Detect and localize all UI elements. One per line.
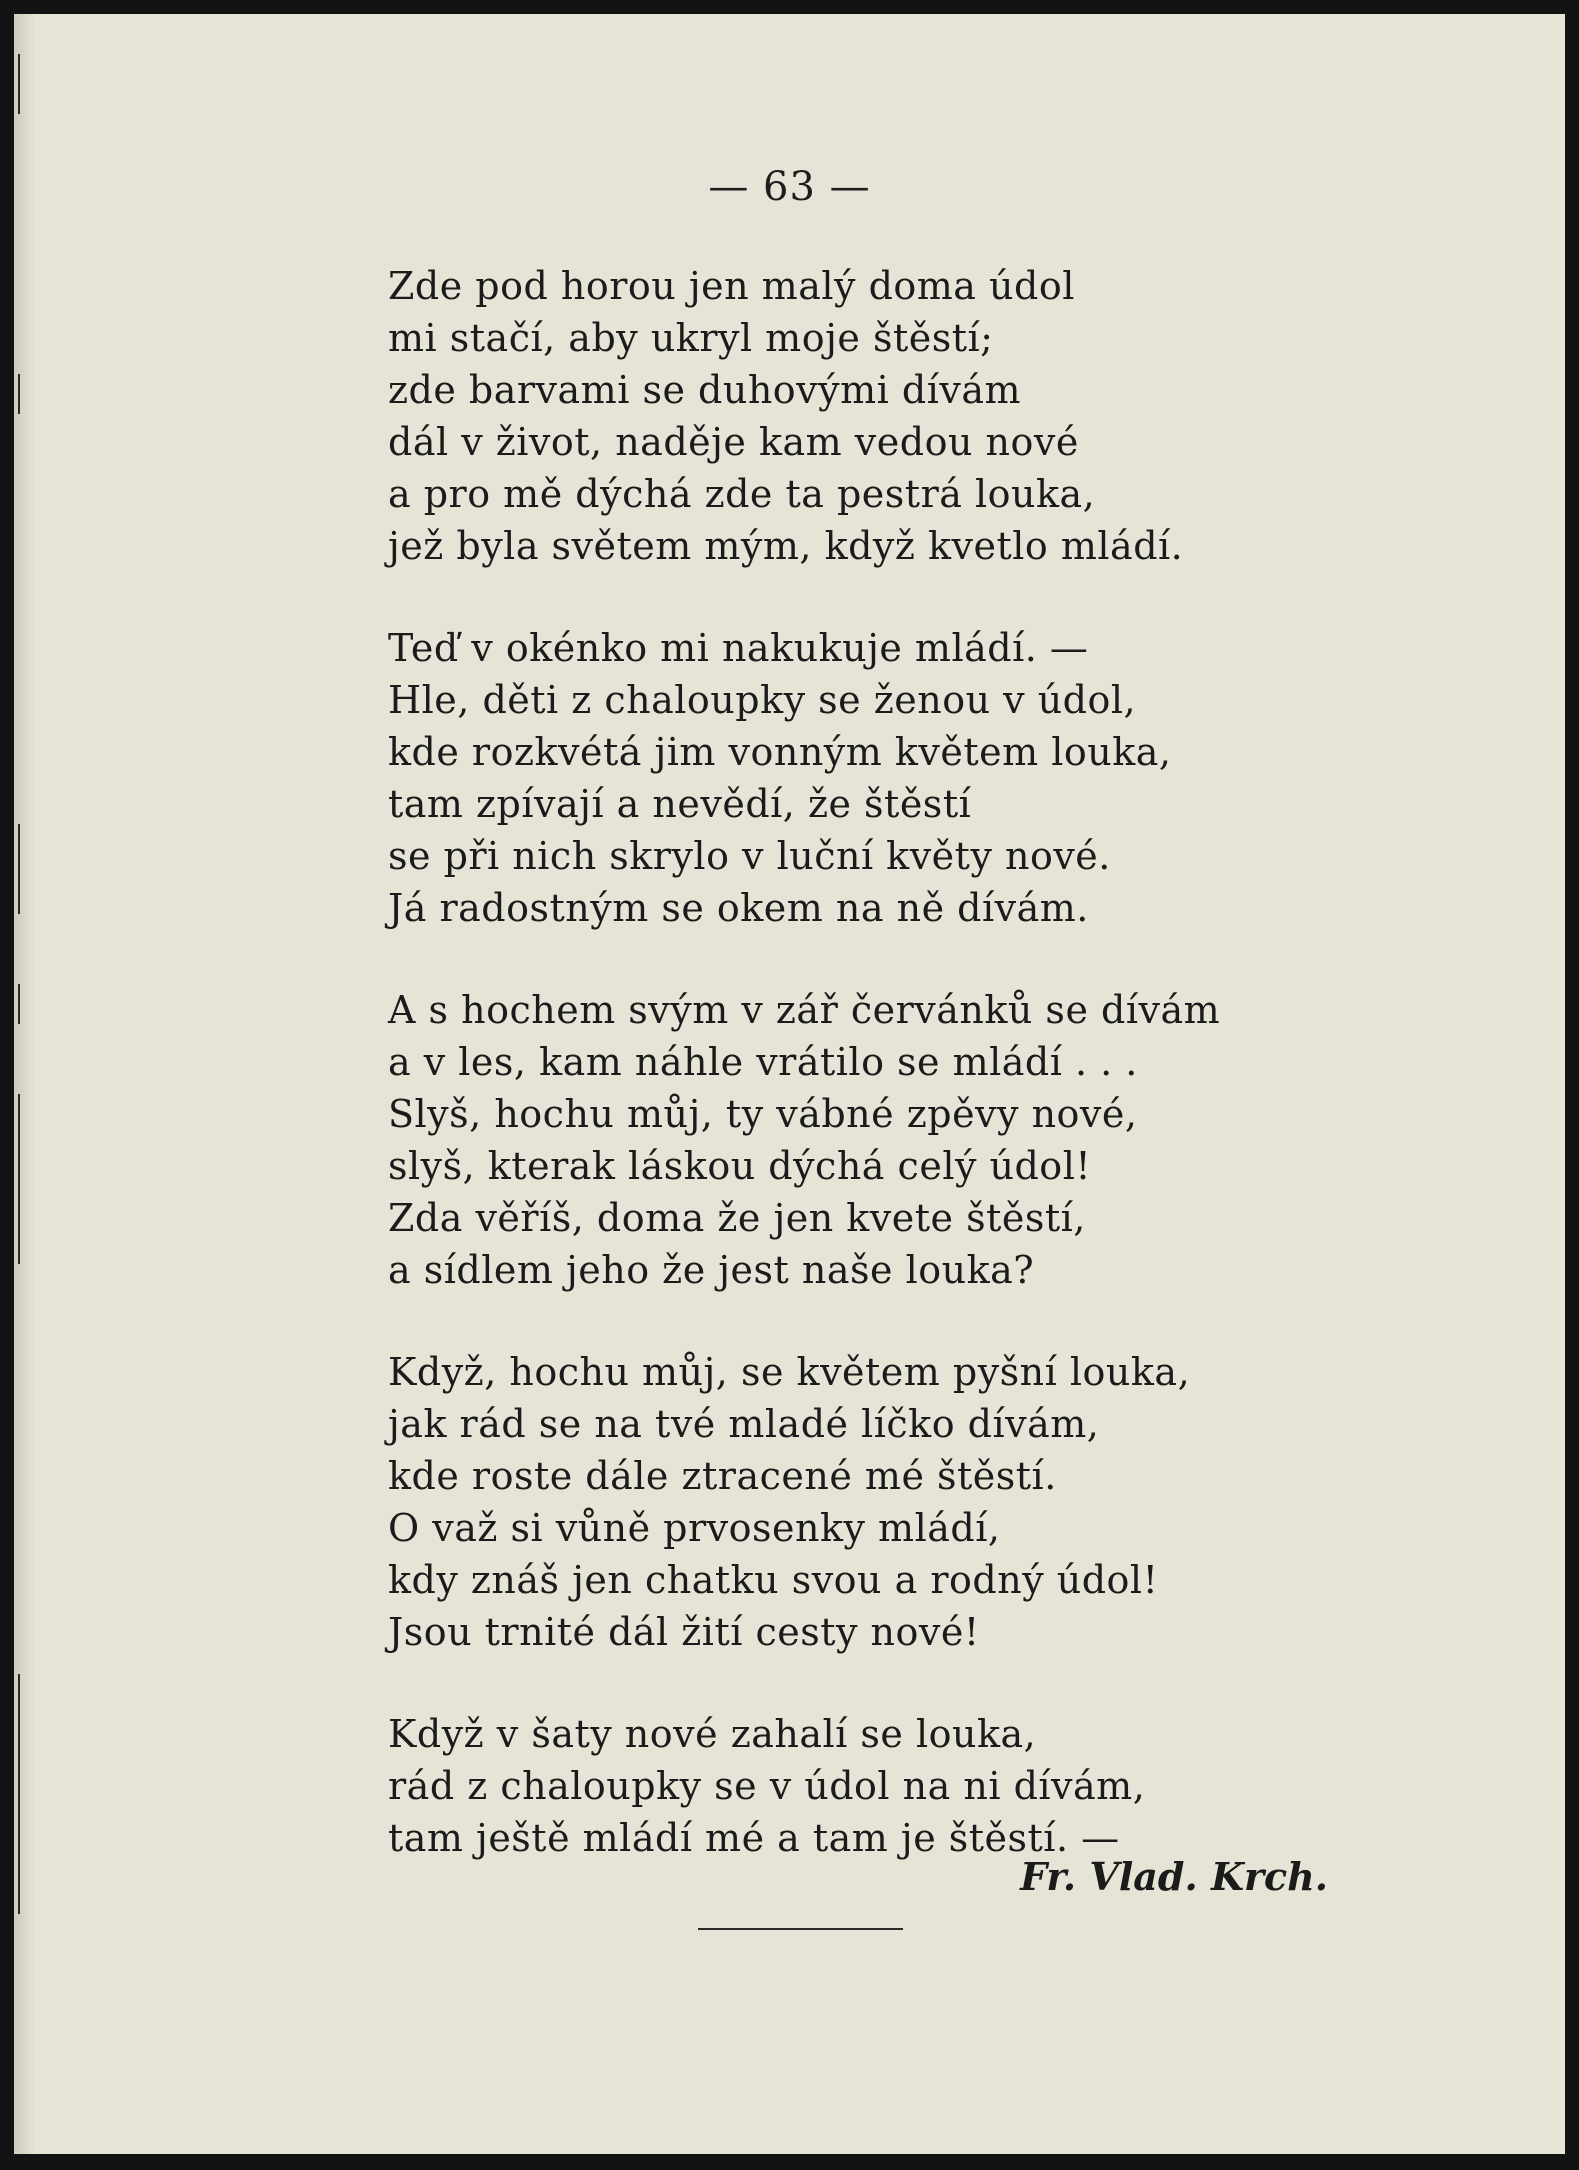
poem-line: mi stačí, aby ukryl moje štěstí;	[388, 316, 994, 360]
poem-line: zde barvami se duhovými dívám	[388, 368, 1022, 412]
stanza	[388, 260, 1388, 572]
poem-line: jak rád se na tvé mladé líčko dívám,	[388, 1402, 1100, 1446]
poem-line: kdy znáš jen chatku svou a rodný údol!	[388, 1558, 1159, 1602]
poem-line: Když, hochu můj, se květem pyšní louka,	[388, 1350, 1191, 1394]
poem-line: a pro mě dýchá zde ta pestrá louka,	[388, 472, 1096, 516]
poem-line: a sídlem jeho že jest naše louka?	[388, 1248, 1035, 1292]
poem-line: A s hochem svým v zář červánků se dívám	[388, 988, 1221, 1032]
poem-line: Jsou trnité dál žití cesty nové!	[388, 1610, 980, 1654]
poem	[388, 260, 1388, 1914]
poem-line: tam zpívají a nevědí, že štěstí	[388, 782, 972, 826]
edge-mark	[18, 1094, 20, 1264]
section-divider	[698, 1928, 903, 1930]
poem-line: slyš, kterak láskou dýchá celý údol!	[388, 1144, 1092, 1188]
poem-line: kde rozkvétá jim vonným květem louka,	[388, 730, 1172, 774]
edge-mark	[18, 824, 20, 914]
poem-line: se při nich skrylo v luční květy nové.	[388, 834, 1111, 878]
book-page	[14, 14, 1565, 2154]
poem-line: kde roste dále ztracené mé štěstí.	[388, 1454, 1057, 1498]
stanza	[388, 622, 1388, 934]
poem-line: Teď v okénko mi nakukuje mládí. —	[388, 626, 1089, 670]
poem-line: Zda věříš, doma že jen kvete štěstí,	[388, 1196, 1086, 1240]
page-number: — 63 —	[708, 164, 871, 210]
poem-line: O važ si vůně prvosenky mládí,	[388, 1506, 1001, 1550]
poem-line: jež byla světem mým, když kvetlo mládí.	[388, 524, 1184, 568]
poem-line: Zde pod horou jen malý doma údol	[388, 264, 1075, 308]
poem-line: Slyš, hochu můj, ty vábné zpěvy nové,	[388, 1092, 1138, 1136]
edge-mark	[18, 374, 20, 414]
poem-line: dál v život, naděje kam vedou nové	[388, 420, 1079, 464]
poem-line: Já radostným se okem na ně dívám.	[388, 886, 1089, 930]
poem-line: Hle, děti z chaloupky se ženou v údol,	[388, 678, 1137, 722]
stanza	[388, 984, 1388, 1296]
author-signature: Fr. Vlad. Krch.	[1020, 1854, 1328, 1899]
binding-edge	[14, 14, 36, 2154]
edge-mark	[18, 1674, 20, 1914]
poem-line: Když v šaty nové zahalí se louka,	[388, 1712, 1037, 1756]
stanza	[388, 1708, 1388, 1864]
edge-mark	[18, 54, 20, 114]
edge-mark	[18, 984, 20, 1024]
stanza	[388, 1346, 1388, 1658]
poem-line: tam ještě mládí mé a tam je štěstí. —	[388, 1816, 1120, 1860]
poem-line: a v les, kam náhle vrátilo se mládí . . .	[388, 1040, 1138, 1084]
poem-line: rád z chaloupky se v údol na ni dívám,	[388, 1764, 1146, 1808]
